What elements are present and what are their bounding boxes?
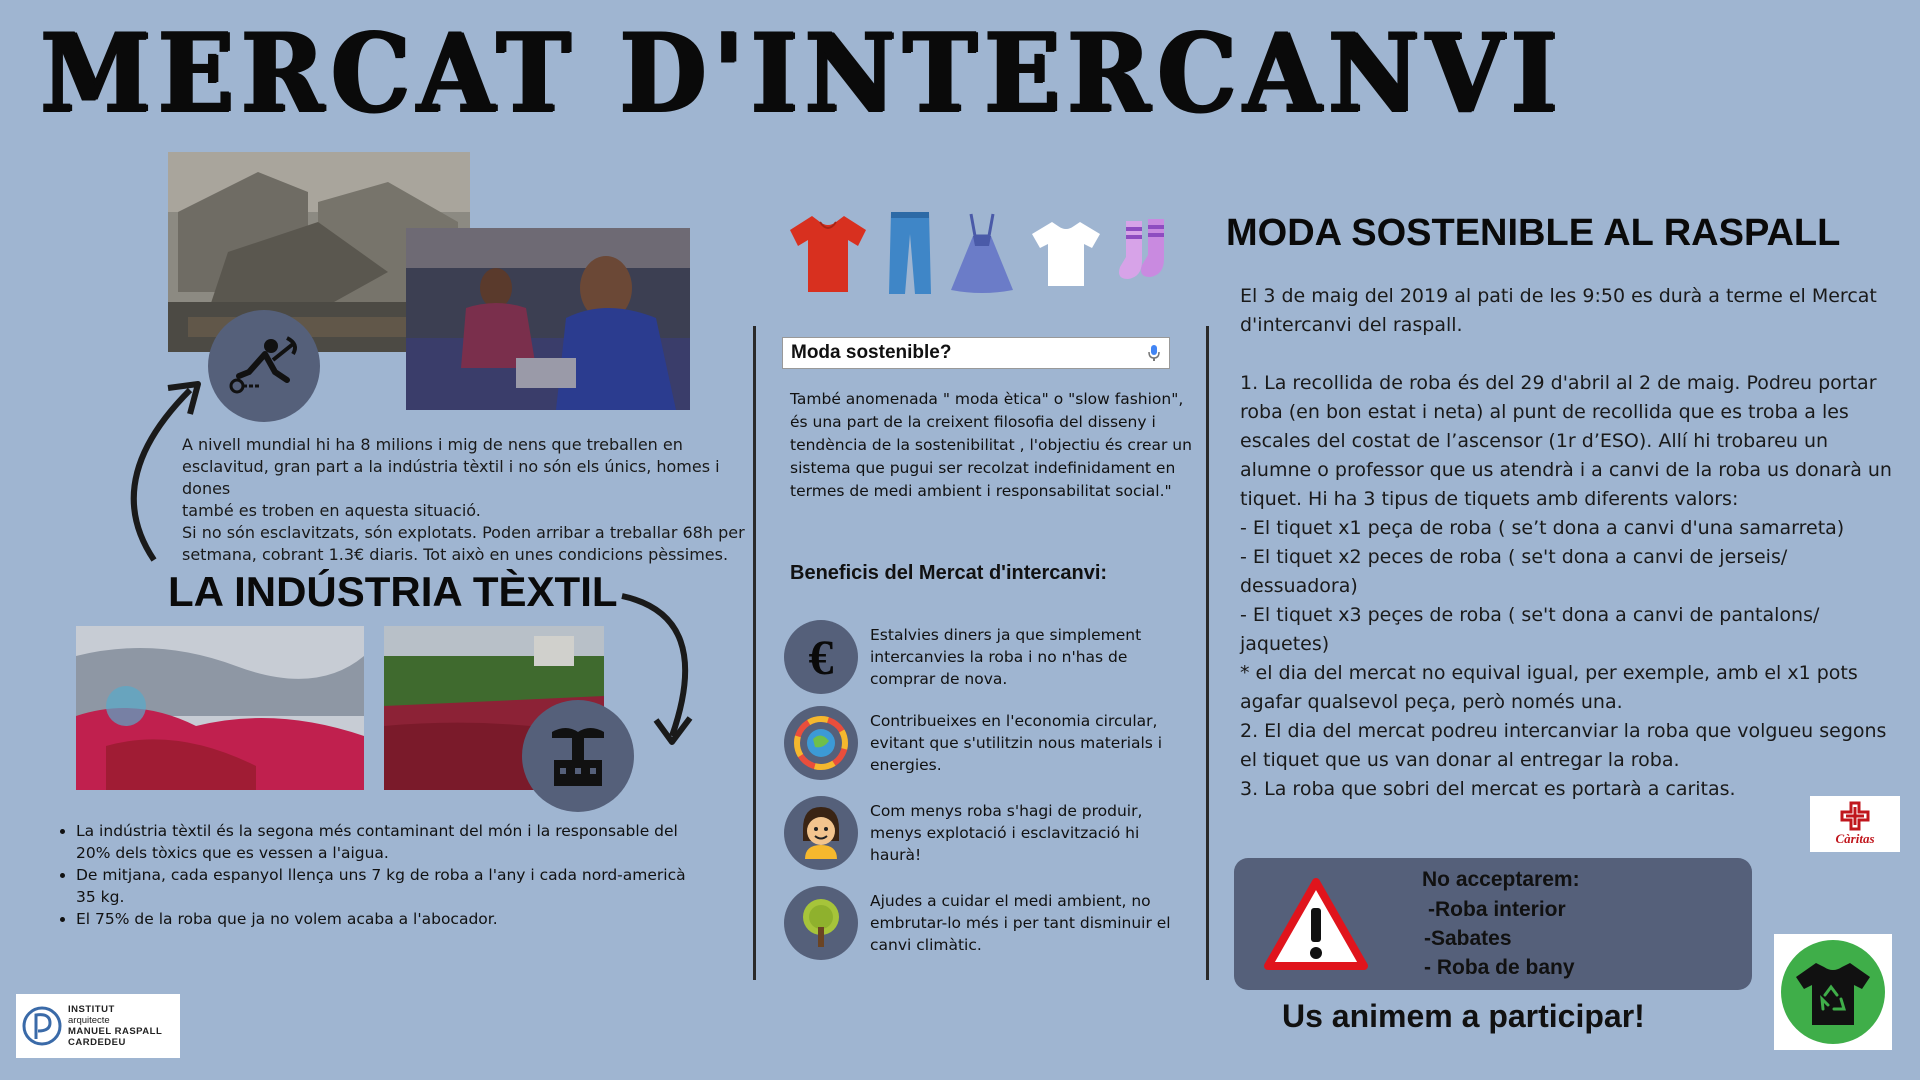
child-icon	[784, 796, 858, 870]
list-item: • El 75% de la roba que ja no volem acaba a l'abocador.	[76, 908, 696, 930]
benefit-item	[784, 620, 1194, 694]
benefit-item	[784, 796, 1194, 870]
euro-icon: €	[784, 620, 858, 694]
clothes-icons-row	[786, 210, 1176, 294]
dress-icon	[949, 210, 1015, 294]
institut-logo-icon	[22, 1003, 62, 1049]
factory-icon	[522, 700, 634, 812]
tree-icon	[784, 886, 858, 960]
polluted-water-photo	[76, 626, 364, 790]
tshirt-icon	[1030, 216, 1102, 288]
benefit-text: Ajudes a cuidar el medi ambient, no embrutar-lo més i per tant disminuir el canvi climàtic.	[870, 892, 1171, 954]
institut-logo: INSTITUT arquitecte MANUEL RASPALL CARDEDEU	[16, 994, 180, 1058]
benefit-text: Estalvies diners ja que simplement intercanvies la roba i no n'has de comprar de nova.	[870, 626, 1142, 688]
right-heading: MODA SOSTENIBLE AL RASPALL	[1226, 212, 1841, 254]
shirt-icon	[786, 210, 870, 294]
event-rules-paragraph: 1. La recollida de roba és del 29 d'abril al 2 de maig. Podreu portar roba (en bon estat i neta) al punt de recollida que es troba a les escales del costat de l’ascensor (1r d’ESO). Allí hi trobareu un alumne o professor que us atendrà i a canvi de la roba us donarà un tiquet. Hi ha 3 tipus de tiquets amb diferents valors: - El tiquet x1 peça de roba ( se’t dona a canvi d'una samarreta) - El tiquet x2 peces de roba ( se't dona a canvi de jerseis/ dessuadora) - El tiquet x3 peçes de roba ( se't dona a canvi de pantalons/ jaquetes) * el dia del mercat no equival igual, per exemple, amb el x1 pots agafar qualsevol peça, però només una. 2. El dia del mercat podreu intercanviar la roba que volgueu segons el tiquet que us van donar al entregar la roba. 3. La roba que sobri del mercat es portarà a caritas.	[1240, 372, 1892, 800]
recycle-shirt-logo	[1774, 934, 1892, 1050]
circular-economy-icon	[784, 706, 858, 780]
textil-bullets	[56, 820, 696, 930]
not-accepted-title: No acceptarem:	[1422, 868, 1580, 891]
forced-labor-icon	[208, 310, 320, 422]
event-date-paragraph: El 3 de maig del 2019 al pati de les 9:50 es durà a terme el Mercat d'intercanvi del raspall.	[1240, 285, 1883, 336]
not-accepted-item: -Sabates	[1424, 927, 1512, 950]
jeans-icon	[885, 210, 935, 294]
benefit-item	[784, 706, 1194, 780]
not-accepted-item: -Roba interior	[1428, 898, 1566, 921]
closing-message: Us animem a participar!	[1282, 998, 1645, 1034]
list-item: • De mitjana, cada espanyol llença uns 7 kg de roba a l'any i cada nord-americà 35 kg.	[76, 864, 696, 908]
list-item: • La indústria tèxtil és la segona més contaminant del món i la responsable del 20% dels tòxics que es vessen a l'aigua.	[76, 820, 696, 864]
socks-icon	[1116, 217, 1176, 287]
right-divider	[1206, 326, 1209, 980]
search-query-text: Moda sostenible?	[791, 342, 952, 363]
textil-heading: LA INDÚSTRIA TÈXTIL	[168, 568, 618, 615]
page-title: MERCAT D'INTERCANVI	[40, 11, 1565, 137]
benefit-item	[784, 886, 1194, 960]
textil-intro-text: A nivell mundial hi ha 8 milions i mig de nens que treballen en esclavitud, gran part a la indústria tèxtil i no són els únics, homes i dones també es troben en aquesta situació. Si no són esclavitzats, són explotats. Poden arribar a treballar 68h per setmana, cobrant 1.3€ diaris. Tot això en unes condicions pèssimes.	[182, 435, 745, 564]
benefits-heading: Beneficis del Mercat d'intercanvi:	[790, 562, 1108, 584]
benefit-text: Com menys roba s'hagi de produir, menys explotació i esclavització hi haurà!	[870, 802, 1143, 864]
not-accepted-item: - Roba de bany	[1424, 956, 1575, 979]
left-divider	[753, 326, 756, 980]
textile-workers-photo	[406, 228, 690, 410]
search-box[interactable]	[782, 337, 1170, 369]
event-info-text	[1240, 282, 1900, 804]
moda-sostenible-description: També anomenada " moda ètica" o "slow fashion", és una part de la creixent filosofia del disseny i tendència de la sostenibilitat , l'objectiu és crear un sistema que pugui ser recolzat indefinidament en termes de medi ambient i responsabilitat social."	[790, 390, 1192, 500]
caritas-logo: Càritas	[1810, 796, 1900, 852]
warning-icon	[1264, 878, 1368, 970]
microphone-icon[interactable]	[1147, 344, 1161, 362]
benefit-text: Contribueixes en l'economia circular, evitant que s'utilitzin nous materials i energies.	[870, 712, 1163, 774]
curved-arrow-down-icon	[618, 586, 708, 752]
